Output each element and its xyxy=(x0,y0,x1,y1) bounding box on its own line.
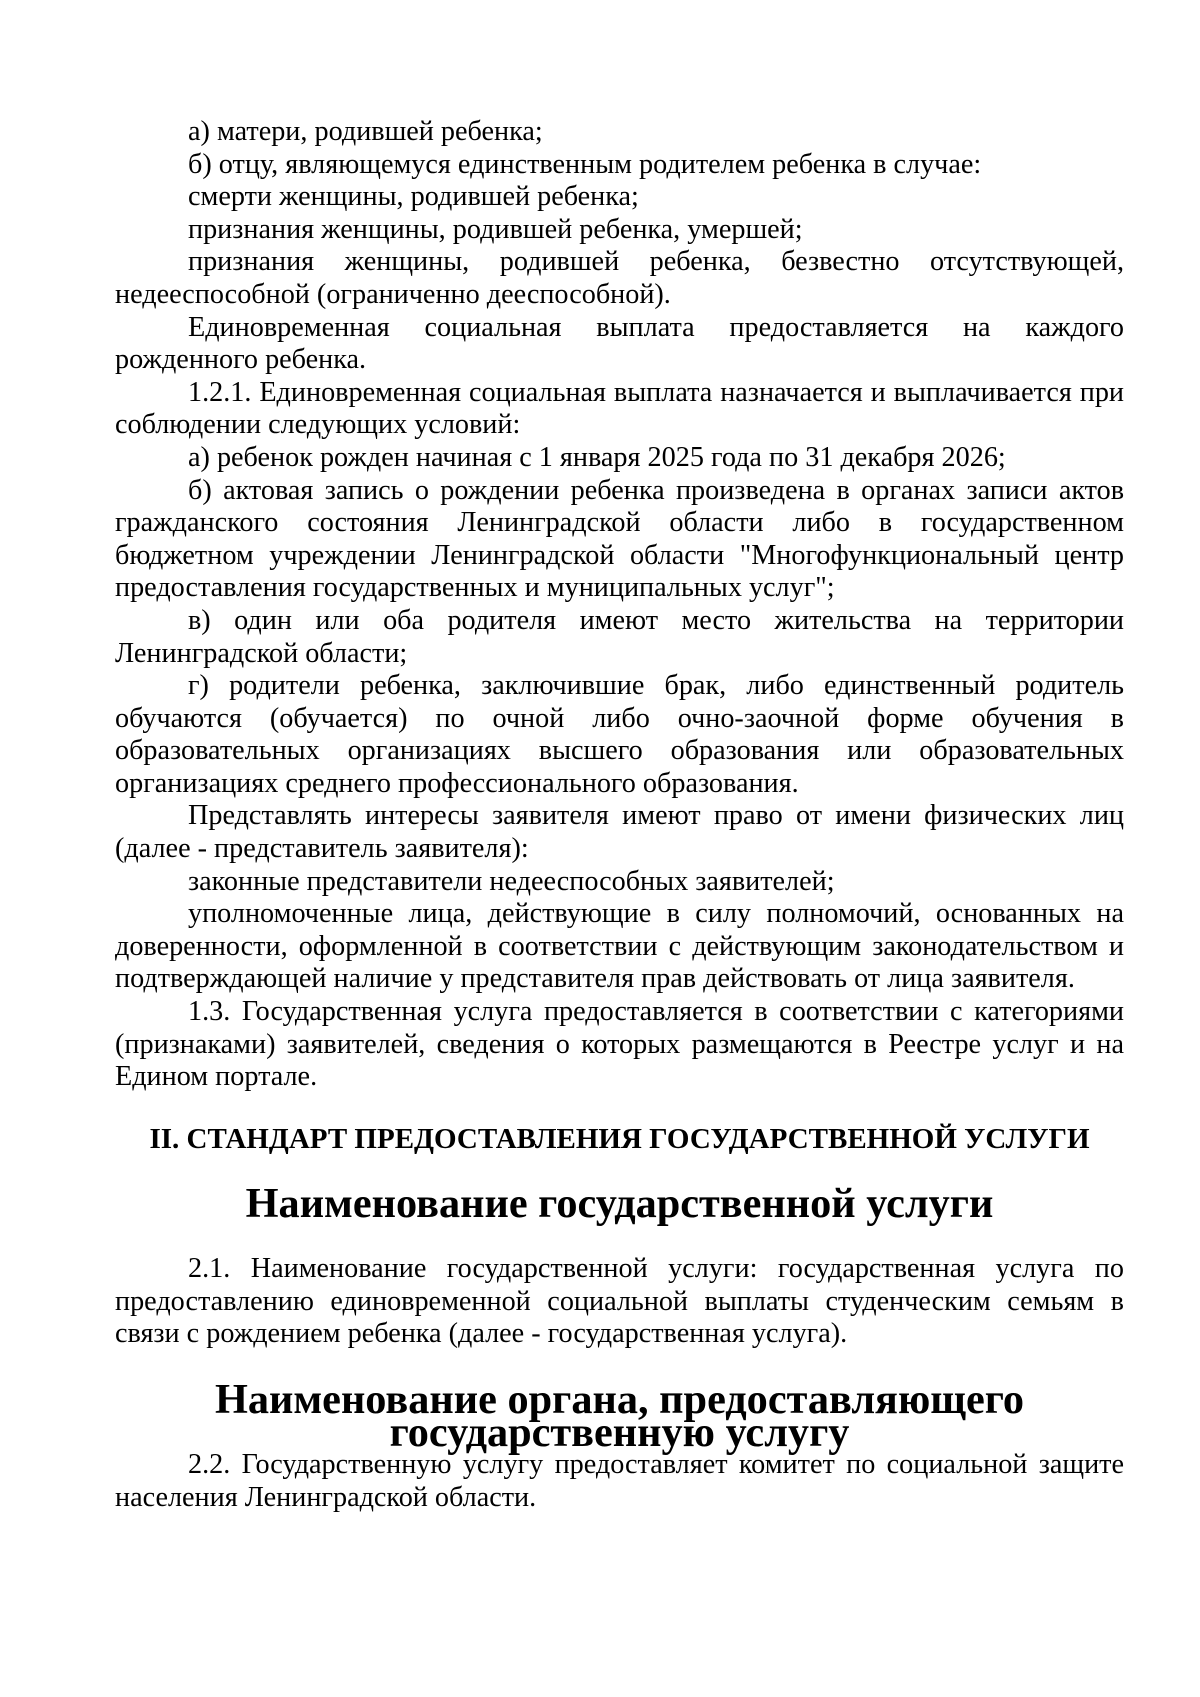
subheading-service-name: Наименование государственной услуги xyxy=(245,1180,994,1227)
paragraph: а) матери, родившей ребенка; xyxy=(188,116,543,147)
paragraph: 2.1. Наименование государственной услуги: государственная услуга по предоставлению единовременной социальной выплаты студенческим семьям в связи с рождением ребенка (далее - государственная услуга). xyxy=(115,1253,1124,1350)
authority-text-block xyxy=(115,1449,1124,1514)
paragraph: г) родители ребенка, заключившие брак, либо единственный родитель обучаются (обучается) по очной либо очно-заочной форме обучения в образовательных организациях высшего образования или образовательных организациях среднего профессионального образования. xyxy=(115,670,1124,799)
paragraph: смерти женщины, родившей ребенка; xyxy=(188,181,639,213)
paragraph: в) один или оба родителя имеют место жительства на территории Ленинградской области; xyxy=(115,604,1124,669)
paragraph: признания женщины, родившей ребенка, безвестно отсутствующей, недееспособной (ограниченно дееспособной). xyxy=(115,246,1124,310)
subheading-authority-name: Наименование органа, предоставляющего государственную услугу xyxy=(214,1376,1025,1456)
paragraph: уполномоченные лица, действующие в силу полномочий, основанных на доверенности, оформленной в соответствии с действующим законодательством и подтверждающей наличие у представителя прав действовать от лица заявителя. xyxy=(115,898,1124,995)
paragraph: 2.2. Государственную услугу предоставляет комитет по социальной защите населения Ленинградской области. xyxy=(115,1449,1124,1513)
paragraph: 1.2.1. Единовременная социальная выплата назначается и выплачивается при соблюдении следующих условий: xyxy=(115,376,1124,441)
paragraph: б) актовая запись о рождении ребенка произведена в органах записи актов гражданского состояния Ленинградской области либо в государственном бюджетном учреждении Ленинградской области "Многофункциональный центр предоставления государственных и муниципальных услуг"; xyxy=(115,474,1124,604)
paragraph: законные представители недееспособных заявителей; xyxy=(188,865,835,897)
service-name-text-block xyxy=(115,1253,1124,1351)
paragraph: Представлять интересы заявителя имеют право от имени физических лиц (далее - представитель заявителя): xyxy=(115,800,1124,865)
paragraph: б) отцу, являющемуся единственным родителем ребенка в случае: xyxy=(188,148,982,180)
paragraph: Единовременная социальная выплата предоставляется на каждого рожденного ребенка. xyxy=(115,311,1124,376)
paragraph: признания женщины, родившей ребенка, умершей; xyxy=(188,213,803,245)
intro-text-block xyxy=(115,116,1124,1094)
paragraph: а) ребенок рожден начиная с 1 января 2025 года по 31 декабря 2026; xyxy=(188,441,1006,473)
paragraph: 1.3. Государственная услуга предоставляется в соответствии с категориями (признаками) заявителей, сведения о которых размещаются в Реестре услуг и на Едином портале. xyxy=(115,996,1124,1093)
section-heading: II. СТАНДАРТ ПРЕДОСТАВЛЕНИЯ ГОСУДАРСТВЕННОЙ УСЛУГИ xyxy=(149,1123,1090,1155)
